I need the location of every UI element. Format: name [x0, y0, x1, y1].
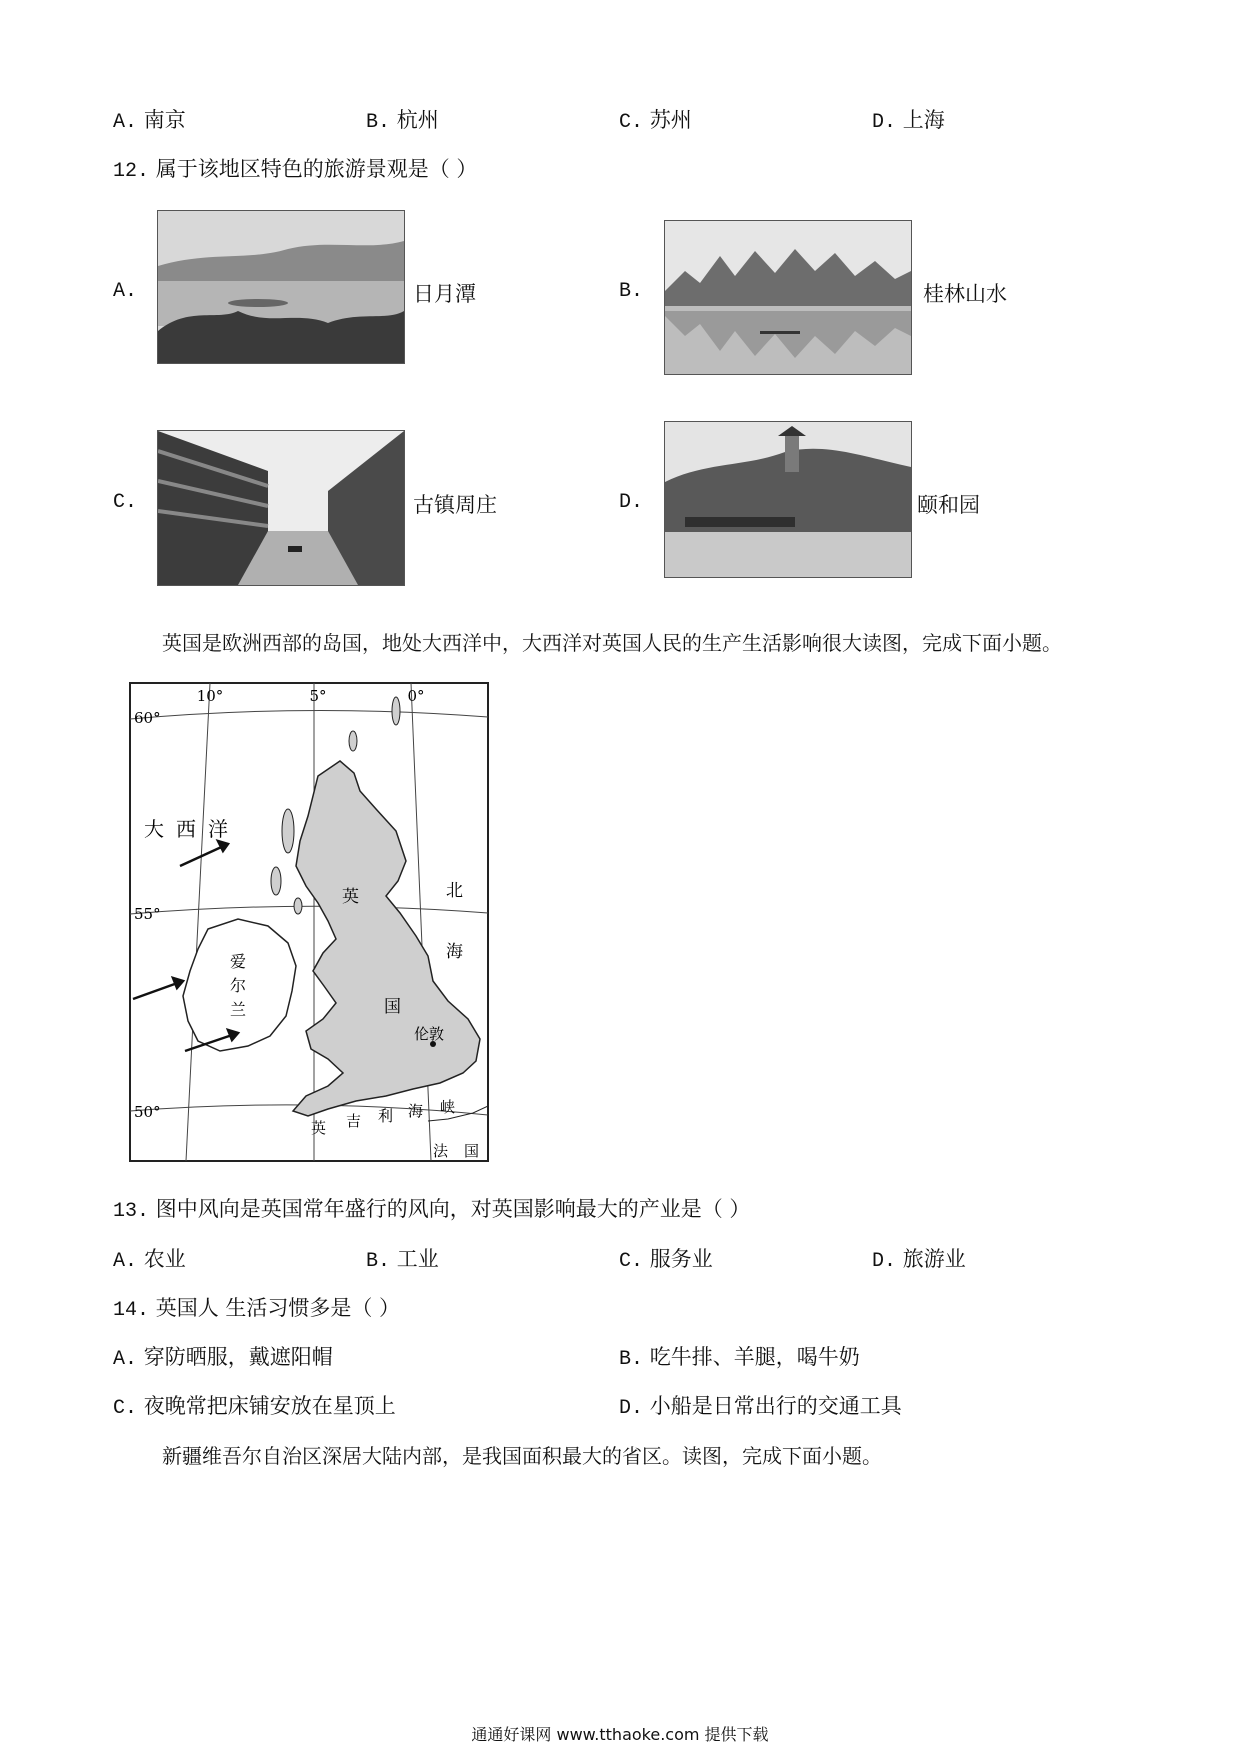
q13-stem: 13. 图中风向是英国常年盛行的风向，对英国影响最大的产业是（ ） — [113, 1197, 751, 1223]
q11-option-b[interactable]: B. 杭州 — [366, 108, 439, 134]
guilin-photo — [664, 220, 912, 375]
q13-option-b[interactable]: B. 工业 — [366, 1247, 439, 1273]
strait-char-4: 海 — [408, 1102, 424, 1120]
q12-option-d-caption: 颐和园 — [917, 493, 980, 517]
ocean-char-1: 大 — [144, 817, 164, 841]
ocean-char-2: 西 — [176, 817, 196, 841]
zhouzhuang-photo — [157, 430, 405, 586]
lon-label-10: 10° — [196, 687, 224, 705]
uk-char-2: 国 — [384, 997, 401, 1017]
uk-map — [128, 681, 490, 1163]
lat-label-60: 60° — [134, 709, 161, 727]
q11-option-a[interactable]: A. 南京 — [113, 108, 186, 134]
q12-option-d-letter[interactable]: D. — [619, 491, 644, 514]
q12-option-b-letter[interactable]: B. — [619, 280, 644, 303]
q13-option-c[interactable]: C. 服务业 — [619, 1247, 713, 1273]
lon-label-5: 5° — [309, 687, 327, 705]
ocean-char-3: 洋 — [208, 817, 228, 841]
q14-option-b[interactable]: B. 吃牛排、羊腿，喝牛奶 — [619, 1345, 860, 1371]
q14-option-d[interactable]: D. 小船是日常出行的交通工具 — [619, 1394, 902, 1420]
london-label: 伦敦 — [414, 1025, 445, 1043]
ireland-char-2: 尔 — [230, 976, 247, 995]
strait-char-1: 英 — [311, 1119, 327, 1137]
q12-option-a-letter[interactable]: A. — [113, 280, 138, 303]
lon-label-0: 0° — [407, 687, 425, 705]
uk-intro-paragraph: 英国是欧洲西部的岛国，地处大西洋中，大西洋对英国人民的生产生活影响很大读图，完成下面小题。 — [162, 631, 1062, 655]
q12-option-a-caption: 日月潭 — [413, 282, 476, 306]
q14-option-c[interactable]: C. 夜晚常把床铺安放在星顶上 — [113, 1394, 396, 1420]
france-char-2: 国 — [464, 1142, 480, 1160]
q14-option-a[interactable]: A. 穿防晒服，戴遮阳帽 — [113, 1345, 333, 1371]
q14-stem: 14. 英国人 生活习惯多是（ ） — [113, 1296, 401, 1322]
france-char-1: 法 — [433, 1142, 449, 1160]
strait-char-3: 利 — [378, 1107, 394, 1125]
sun-moon-lake-photo — [157, 210, 405, 364]
xinjiang-intro-paragraph: 新疆维吾尔自治区深居大陆内部，是我国面积最大的省区。读图，完成下面小题。 — [162, 1444, 882, 1468]
sea-char-1: 北 — [446, 881, 463, 901]
ireland-char-1: 爱 — [230, 952, 247, 971]
ireland-char-3: 兰 — [230, 1000, 247, 1019]
q12-stem: 12. 属于该地区特色的旅游景观是（ ） — [113, 157, 478, 183]
q11-option-d[interactable]: D. 上海 — [872, 108, 945, 134]
q13-option-a[interactable]: A. 农业 — [113, 1247, 186, 1273]
sea-char-2: 海 — [446, 942, 463, 962]
uk-char-1: 英 — [342, 887, 359, 907]
page-footer: 通通好课网 www.tthaoke.com 提供下载 — [471, 1725, 769, 1744]
q12-option-b-caption: 桂林山水 — [923, 282, 1007, 306]
lat-label-55: 55° — [134, 905, 161, 923]
strait-char-2: 吉 — [346, 1112, 362, 1130]
strait-char-5: 峡 — [440, 1098, 456, 1116]
summer-palace-photo — [664, 421, 912, 578]
lat-label-50: 50° — [134, 1103, 161, 1121]
q11-option-c[interactable]: C. 苏州 — [619, 108, 692, 134]
q12-option-c-letter[interactable]: C. — [113, 491, 138, 514]
q13-option-d[interactable]: D. 旅游业 — [872, 1247, 966, 1273]
q12-option-c-caption: 古镇周庄 — [413, 493, 497, 517]
